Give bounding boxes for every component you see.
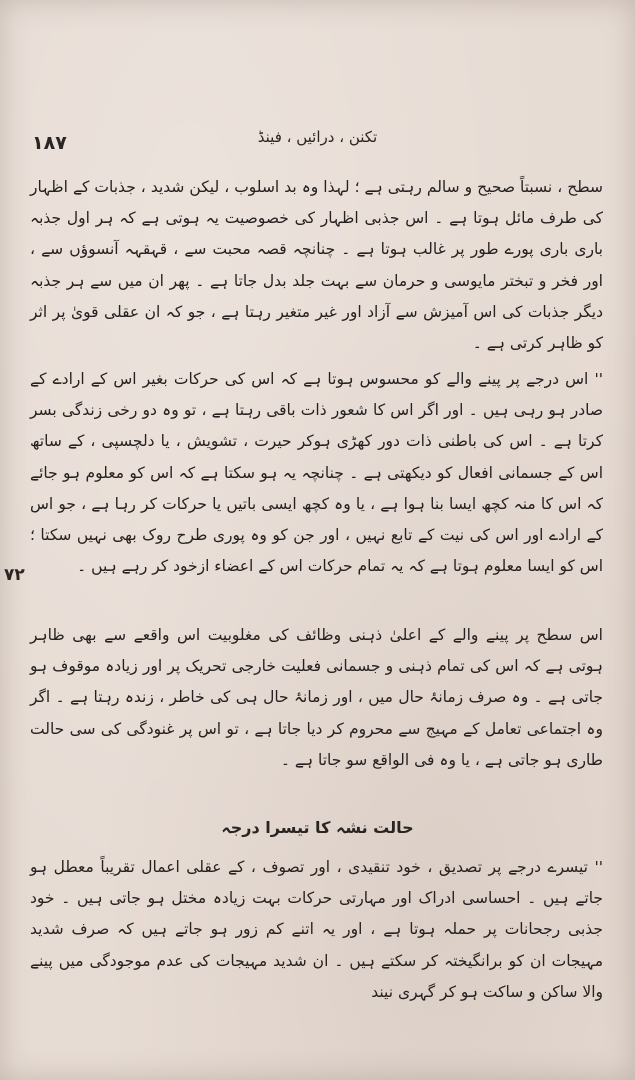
paragraph-2 (30, 364, 603, 582)
running-title: تکنن ، درائیں ، فینڈ (257, 128, 378, 146)
paragraph-3-text: اس سطح پر پینے والے کے اعلیٰ ذہنی وظائف کی مغلوبیت اس واقعے سے بھی ظاہر ہوتی ہے کہ اس کی تمام ذہنی و جسمانی فعلیت خارجی تحریک پر اور زیادہ موقوف ہو جاتی ہے ۔ وہ صرف زمانۂ حال میں ، اور زمانۂ حال ہی کی خاطر ، زندہ رہتا ہے ۔ اگر وہ اجتماعی تعامل کے مہیج سے محروم کر دیا جاتا ہے ، تو اس پر غنودگی کی سی حالت طاری ہو جاتی ہے ، یا وہ فی الواقع سو جاتا ہے ۔ (30, 626, 603, 769)
paragraph-1-text: سطح ، نسبتاً صحیح و سالم رہتی ہے ؛ لہذا وہ بد اسلوب ، لیکن شدید ، جذبات کے اظہار کی طرف مائل ہوتا ہے ۔ اس جذبی اظہار کی خصوصیت یہ ہوتی ہے کہ ہر اول جذبہ باری باری پورے طور پر غالب ہوتا ہے ۔ چنانچہ قصہ محبت سے ، قہقہہ آنسوؤں سے ، اور فخر و تبختر مایوسی و حرمان سے بہت جلد بدل جاتا ہے ۔ پھر ان میں سے ہر جذبہ دیگر جذبات کی اس آمیزش سے آزاد اور غیر متغیر رہتا ہے ، جو کہ ان عقلی قویٰ پر اثر کو ظاہر کرتی ہے ۔ (30, 178, 603, 353)
margin-note: ۷۲ (4, 565, 25, 585)
paragraph-4-text: '' تیسرے درجے پر تصدیق ، خود تنقیدی ، اور تصوف ، کے عقلی اعمال تقریباً معطل ہو جاتے ہیں ۔ احساسی ادراک اور مہارتی حرکات بہت زیادہ مختل ہو جاتی ہیں ۔ خود جذبی رجحانات پر حملہ ہوتا ہے ، اور یہ اتنے کم زور ہو جاتے ہیں کہ صرف شدید مہیجات ان کو برانگیختہ کر سکتے ہیں ۔ ان شدید مہیجات کی عدم موجودگی میں پینے والا ساکن و ساکت ہو کر گہری نیند (30, 858, 603, 1001)
section-heading: حالت نشہ کا تیسرا درجہ (221, 818, 414, 837)
paragraph-4 (30, 852, 603, 1008)
page-header (32, 122, 595, 162)
paragraph-1 (30, 172, 603, 359)
page-number: ۱۸۷ (32, 132, 67, 154)
paragraph-3 (30, 620, 603, 776)
paragraph-2-text: '' اس درجے پر پینے والے کو محسوس ہوتا ہے کہ اس کی حرکات بغیر اس کے ارادے کے صادر ہو رہی ہیں ۔ اور اگر اس کا شعور ذات باقی رہتا ہے ، تو وہ دو رخی زندگی بسر کرتا ہے ۔ اس کی باطنی ذات دور کھڑی ہوکر حیرت ، تشویش ، یا دلچسپی ، کے ساتھ اس کے جسمانی افعال کو دیکھتی ہے ۔ چنانچہ یہ ہو سکتا ہے کہ اس کو معلوم ہو جائے کہ اس کا منہ کچھ ایسا بنا ہوا ہے ، یا وہ کچھ ایسی باتیں یا حرکات کر رہا ہے ، جو اس کے ارادے اور اس کی نیت کے تابع نہیں ، اور جن کو وہ پوری طرح روک بھی نہیں سکتا ؛ اس کو ایسا معلوم ہوتا ہے کہ یہ تمام حرکات اس کے اعضاء ازخود کر رہے ہیں ۔ (30, 370, 603, 576)
